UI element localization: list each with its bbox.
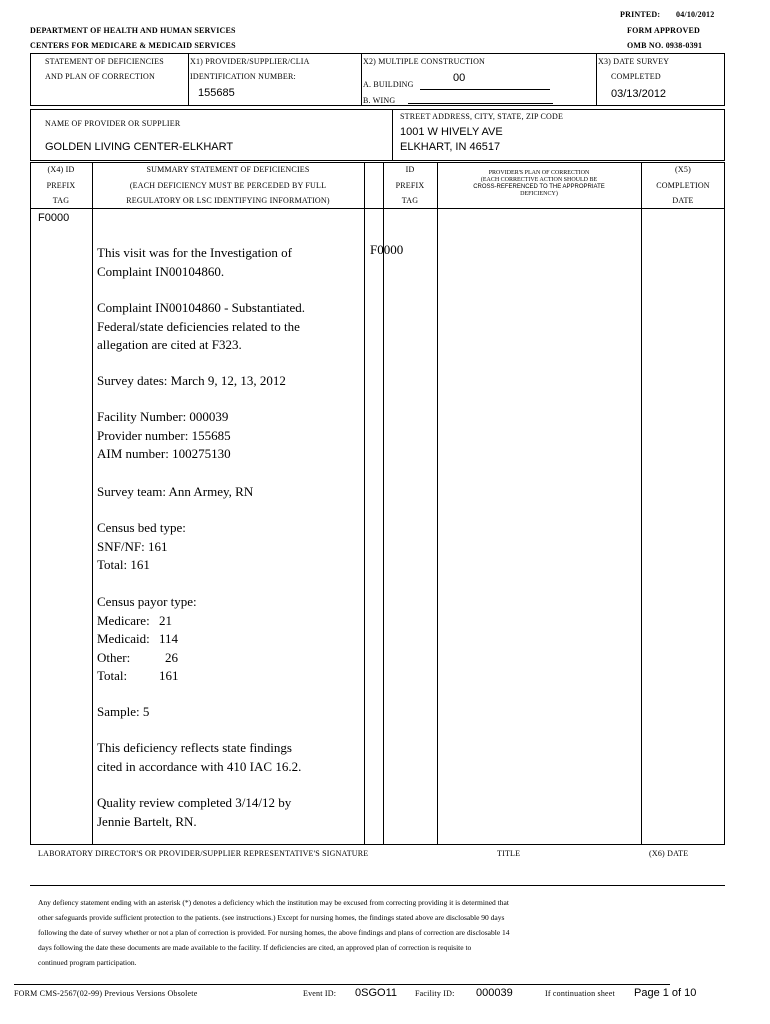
paragraph-census-bed: Census bed type: SNF/NF: 161 Total: 161 — [97, 520, 186, 572]
centers-title: CENTERS FOR MEDICARE & MEDICAID SERVICES — [30, 41, 236, 50]
summary-header-3: REGULATORY OR LSC IDENTIFYING INFORMATION) — [126, 196, 330, 205]
x5-header-3: DATE — [672, 196, 694, 205]
paragraph-state-findings: This deficiency reflects state findings cited in accordance with 410 IAC 16.2. — [97, 740, 302, 774]
paragraph-survey-team: Survey team: Ann Armey, RN — [97, 484, 254, 499]
x3-label-2: COMPLETED — [611, 72, 661, 81]
id-header-1: ID — [405, 165, 415, 174]
footnote-paragraph: Any defiency statement ending with an asterisk (*) denotes a deficiency which the institution may be excused from correcting providing it is determined that other safeguards provide sufficient protection to the patients. (see instructions.) Except for nursing homes, the findings stated above are disclosable 90 days following the date of survey whether or not a plan of correction is provided. For nursing homes, the above findings and plans of correction are disclosable 14 days following the date these documents are made available to the facility. If deficiencies are cited, an approved plan of correction is requisite to continued program participation. — [38, 898, 510, 967]
provider-box — [30, 109, 725, 161]
paragraph-facility-numbers: Facility Number: 000039 Provider number: 155685 AIM number: 100275130 — [97, 409, 231, 461]
id-header-3: TAG — [401, 196, 419, 205]
address-line-2: ELKHART, IN 46517 — [400, 141, 501, 153]
page-number: Page 1 of 10 — [634, 987, 697, 999]
address-line-1: 1001 W HIVELY AVE — [400, 126, 503, 138]
x4-header-2: PREFIX — [46, 181, 76, 190]
lab-director-signature-label: LABORATORY DIRECTOR'S OR PROVIDER/SUPPLIER REPRESENTATIVE'S SIGNATURE — [38, 849, 369, 858]
census-row: Medicaid: 114 — [97, 631, 179, 646]
x4-header-1: (X4) ID — [47, 165, 75, 174]
form-id: FORM CMS-2567(02-99) Previous Versions Obsolete — [14, 989, 198, 998]
id-header-2: PREFIX — [395, 181, 425, 190]
plan-tag: F0000 — [370, 242, 404, 257]
x1-label-1: X1) PROVIDER/SUPPLIER/CLIA — [190, 57, 310, 66]
summary-header-2: (EACH DEFICIENCY MUST BE PERCEDED BY FULL — [129, 181, 327, 190]
paragraph-sample: Sample: 5 — [97, 704, 150, 719]
statement-label-1: STATEMENT OF DEFICIENCIES — [45, 57, 164, 66]
census-row: Total: 161 — [97, 668, 179, 683]
provider-id-value: 155685 — [198, 87, 235, 99]
survey-completed-date: 03/13/2012 — [611, 88, 667, 100]
building-value: 00 — [453, 72, 466, 84]
x5-header-2: COMPLETION — [656, 181, 710, 190]
form-approved: FORM APPROVED — [627, 26, 701, 35]
building-label: A. BUILDING — [363, 80, 414, 89]
x5-header-1: (X5) — [675, 165, 691, 174]
plan-header: PROVIDER'S PLAN OF CORRECTION (EACH CORRECTIVE ACTION SHOULD BE CROSS-REFERENCED TO THE APPROPRIATE DEFICIENCY) — [473, 170, 605, 197]
facility-id-value: 000039 — [476, 987, 513, 999]
printed-label: PRINTED: — [620, 10, 661, 19]
summary-header-1: SUMMARY STATEMENT OF DEFICIENCIES — [146, 165, 310, 174]
omb-number: OMB NO. 0938-0391 — [627, 41, 703, 50]
census-row: Other: 26 — [97, 649, 178, 665]
prefix-tag: F0000 — [38, 212, 70, 224]
paragraph-census-payor: Census payor type: Medicare: 21 Medicaid: 114 Other: 26 Total: 161 — [97, 593, 367, 686]
x3-label-1: X3) DATE SURVEY — [598, 57, 670, 66]
paragraph-survey-dates: Survey dates: March 9, 12, 13, 2012 — [97, 373, 286, 388]
census-row: Medicare: 21 — [97, 612, 172, 628]
department-title: DEPARTMENT OF HEALTH AND HUMAN SERVICES — [30, 26, 236, 35]
x1-label-2: IDENTIFICATION NUMBER: — [190, 72, 296, 81]
x4-header-3: TAG — [52, 196, 70, 205]
title-label: TITLE — [497, 849, 521, 858]
paragraph-quality-review: Quality review completed 3/14/12 by Jennie Bartelt, RN. — [97, 795, 292, 829]
provider-name-value: GOLDEN LIVING CENTER-ELKHART — [45, 141, 234, 153]
event-id-label: Event ID: — [303, 989, 337, 998]
x6-date-label: (X6) DATE — [649, 849, 689, 858]
paragraph-complaint: Complaint IN00104860 - Substantiated. Federal/state deficiencies related to the allegation are cited at F323. — [97, 300, 305, 352]
event-id-value: 0SGO11 — [355, 987, 397, 999]
address-label: STREET ADDRESS, CITY, STATE, ZIP CODE — [400, 112, 564, 121]
x2-label: X2) MULTIPLE CONSTRUCTION — [363, 57, 486, 66]
provider-name-label: NAME OF PROVIDER OR SUPPLIER — [45, 119, 181, 128]
facility-id-label: Facility ID: — [415, 989, 455, 998]
paragraph-visit: This visit was for the Investigation of Complaint IN00104860. — [97, 245, 292, 279]
continuation-label: If continuation sheet — [545, 989, 615, 998]
wing-label: B. WING — [363, 96, 396, 105]
statement-label-2: AND PLAN OF CORRECTION — [45, 72, 155, 81]
printed-date: 04/10/2012 — [676, 10, 715, 19]
